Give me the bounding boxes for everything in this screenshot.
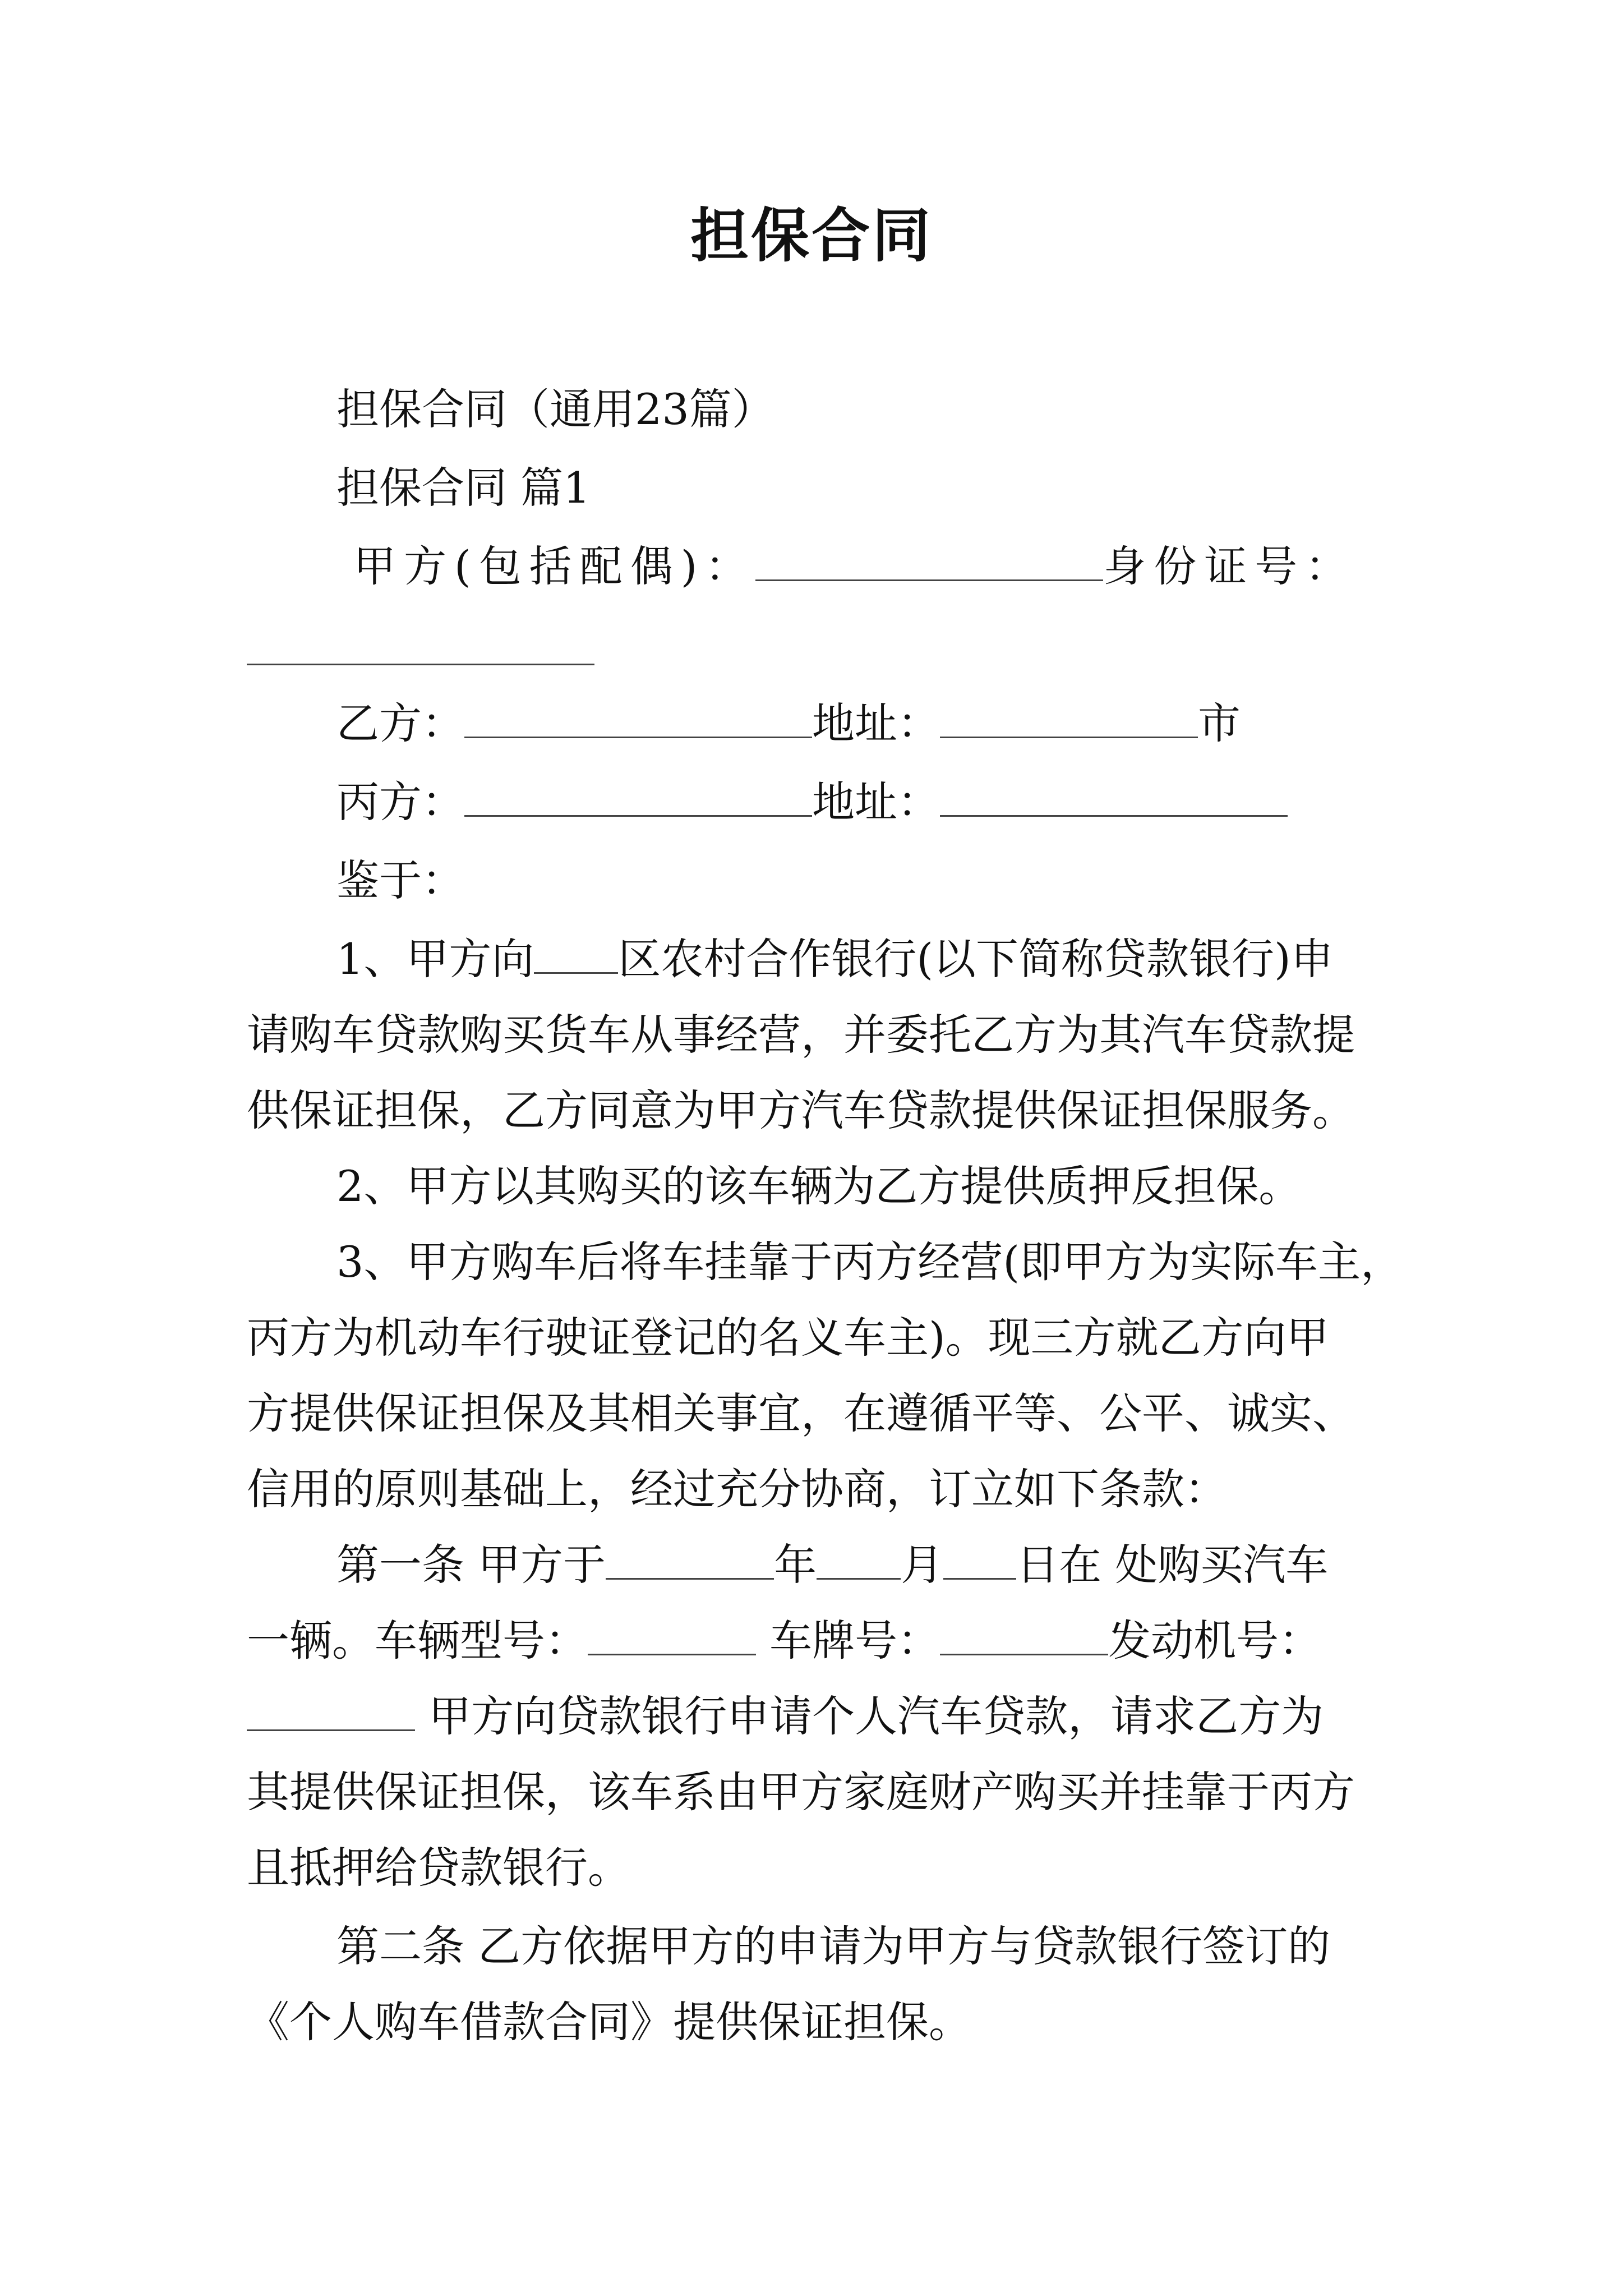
party-a-name-blank (755, 540, 1103, 581)
clause1-text-a: 1、甲方向 (336, 934, 534, 984)
party-a-line (353, 539, 1402, 595)
party-c-label: 丙方： (336, 777, 464, 827)
year-label: 年 (774, 1540, 817, 1590)
clause1-line2: 请购车贷款购买货车从事经营，并委托乙方为其汽车贷款提 (247, 1010, 1355, 1060)
plate-blank (940, 1614, 1108, 1655)
document-title: 担保合同 (690, 201, 933, 270)
district-blank (534, 933, 618, 974)
article1-line1 (336, 1537, 1385, 1593)
party-c-address-label: 地址： (812, 777, 940, 827)
party-a-label: 甲方(包括配偶)： (353, 541, 756, 591)
whereas-heading: 鉴于： (336, 855, 464, 905)
party-b-address-label: 地址： (812, 698, 940, 748)
clause1-line3: 供保证担保，乙方同意为甲方汽车贷款提供保证担保服务。 (247, 1085, 1355, 1135)
model-label: 一辆。车辆型号： (247, 1616, 588, 1665)
id-number-line (247, 623, 1385, 679)
clause3-line2: 丙方为机动车行驶证登记的名义车主)。现三方就乙方向甲 (247, 1313, 1329, 1363)
id-label: 身份证号： (1103, 541, 1356, 591)
article1-line3 (247, 1688, 1385, 1745)
clause2: 2、甲方以其购买的该车辆为乙方提供质押反担保。 (336, 1161, 1302, 1211)
month-label: 月 (901, 1540, 944, 1590)
subtitle: 担保合同（通用23篇） (336, 384, 774, 434)
plate-label: 车牌号： (756, 1616, 940, 1665)
clause3-line4: 信用的原则基础上，经过充分协商，订立如下条款： (247, 1464, 1227, 1514)
party-b-address-blank (940, 697, 1198, 738)
clause3-line3: 方提供保证担保及其相关事宜，在遵循平等、公平、诚实、 (247, 1388, 1355, 1438)
party-b-line (336, 696, 1385, 752)
month-blank (817, 1539, 901, 1580)
engine-blank (247, 1690, 415, 1731)
party-b-label: 乙方： (336, 698, 464, 748)
clause1-text-b: 区农村合作银行(以下简称贷款银行)申 (618, 934, 1334, 984)
article1-text-a: 第一条 甲方于 (336, 1540, 606, 1590)
article1-line5: 且抵押给贷款银行。 (247, 1843, 630, 1893)
party-c-line (336, 774, 1385, 830)
party-c-name-blank (464, 776, 812, 817)
engine-label: 发动机号： (1108, 1616, 1322, 1665)
article2-line1: 第二条 乙方依据甲方的申请为甲方与贷款银行签订的 (336, 1921, 1331, 1971)
clause3-line1: 3、甲方购车后将车挂靠于丙方经营(即甲方为实际车主， (336, 1237, 1404, 1287)
article1-line4: 其提供保证担保，该车系由甲方家庭财产购买并挂靠于丙方 (247, 1767, 1355, 1817)
article1-line2 (247, 1613, 1385, 1669)
party-b-name-blank (464, 697, 812, 738)
day-text: 日在 处购买汽车 (1016, 1540, 1329, 1590)
part-heading: 担保合同 篇1 (336, 463, 591, 513)
id-number-blank (247, 624, 594, 665)
party-c-address-blank (940, 776, 1288, 817)
day-blank (943, 1539, 1016, 1580)
clause1-line1 (336, 931, 1385, 987)
city-suffix: 市 (1198, 698, 1241, 748)
year-blank (606, 1539, 774, 1580)
article1-text-c: 甲方向贷款银行申请个人汽车贷款，请求乙方为 (415, 1691, 1324, 1741)
article2-line2: 《个人购车借款合同》提供保证担保。 (247, 1997, 971, 2047)
model-blank (588, 1614, 756, 1655)
